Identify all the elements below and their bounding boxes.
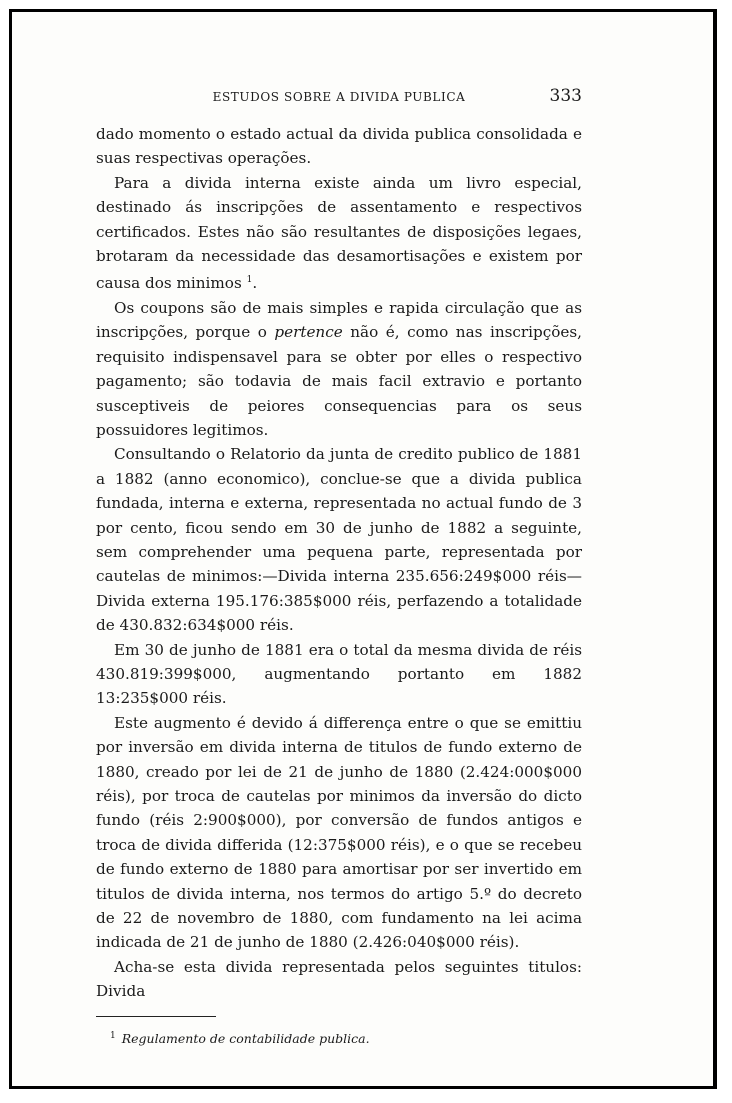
running-title: ESTUDOS SOBRE A DIVIDA PUBLICA bbox=[212, 90, 466, 104]
paragraph-text: Este augmento é devido á differença entre o que se emittiu por inversão em divida interna de titulos de fundo externo de 1880, creado por lei de 21 de junho de 1880 (2.424:000$000 réis), por troca de cautelas por minimos da inversão do dicto fundo (réis 2:900$000), por conversão de fundos antigos e troca de divida differida (12:375$000 réis), e o que se recebeu de fundo externo de 1880 para amortisar por ser invertido em titulos de divida interna, nos termos do artigo 5.º do decreto de 22 de novembro de 1880, com fundamento na lei acima indicada de 21 de junho de 1880 (2.426:040$000 réis). bbox=[96, 713, 582, 952]
paragraph-6 bbox=[96, 711, 582, 955]
paragraph-tail: . bbox=[252, 274, 258, 293]
paragraph-text: não é, como nas inscripções, requisito indispensavel para se obter por elles o respectivo pagamento; são todavia de mais facil extravio e portanto susceptiveis de peiores consequencias para os seus possuidores legitimos. bbox=[96, 323, 583, 439]
footnote bbox=[96, 1031, 582, 1046]
paragraph-text: Acha-se esta divida representada pelos seguintes titulos: Divida bbox=[96, 957, 582, 1001]
footnote-marker: 1 bbox=[110, 1030, 116, 1041]
italic-term: pertence bbox=[274, 323, 343, 342]
paragraph-text: Em 30 de junho de 1881 era o total da mesma divida de réis 430.819:399$000, augmentando portanto em 1882 13:235$000 réis. bbox=[96, 640, 582, 708]
footnote-text: Regulamento de contabilidade publica. bbox=[121, 1030, 370, 1046]
body-text bbox=[96, 122, 582, 1004]
paragraph-3 bbox=[96, 296, 582, 442]
footnote-reference[interactable]: 1 bbox=[246, 275, 253, 286]
paragraph-text: dado momento o estado actual da divida publica consolidada e suas respectivas operações. bbox=[96, 125, 582, 168]
paragraph-2 bbox=[96, 171, 582, 296]
paragraph-text: Os coupons são de mais simples e rapida circulação que as inscripções, porque o bbox=[96, 298, 582, 342]
book-page bbox=[96, 76, 582, 1046]
paragraph-text: Para a divida interna existe ainda um livro especial, destinado ás inscripções de assentamento e respectivos certificados. Estes não são resultantes de disposições legaes, brotaram da necessidade das desamortisações e existem por causa dos minimos bbox=[96, 173, 582, 293]
paragraph-1 bbox=[96, 122, 582, 171]
paragraph-5 bbox=[96, 638, 582, 711]
footnote-divider bbox=[96, 1016, 216, 1017]
paragraph-text: Consultando o Relatorio da junta de credito publico de 1881 a 1882 (anno economico), conclue-se que a divida publica fundada, interna e externa, representada no actual fundo de 3 por cento, ficou sendo em 30 de junho de 1882 a seguinte, sem comprehender uma pequena parte, representada por cautelas de minimos:—Divida interna 235.656:249$000 réis—Divida externa 195.176:385$000 réis, perfazendo a totalidade de 430.832:634$000 réis. bbox=[96, 445, 582, 635]
paragraph-4 bbox=[96, 442, 582, 637]
page-number: 333 bbox=[549, 86, 582, 106]
paragraph-7 bbox=[96, 955, 582, 1004]
running-head bbox=[96, 76, 582, 106]
